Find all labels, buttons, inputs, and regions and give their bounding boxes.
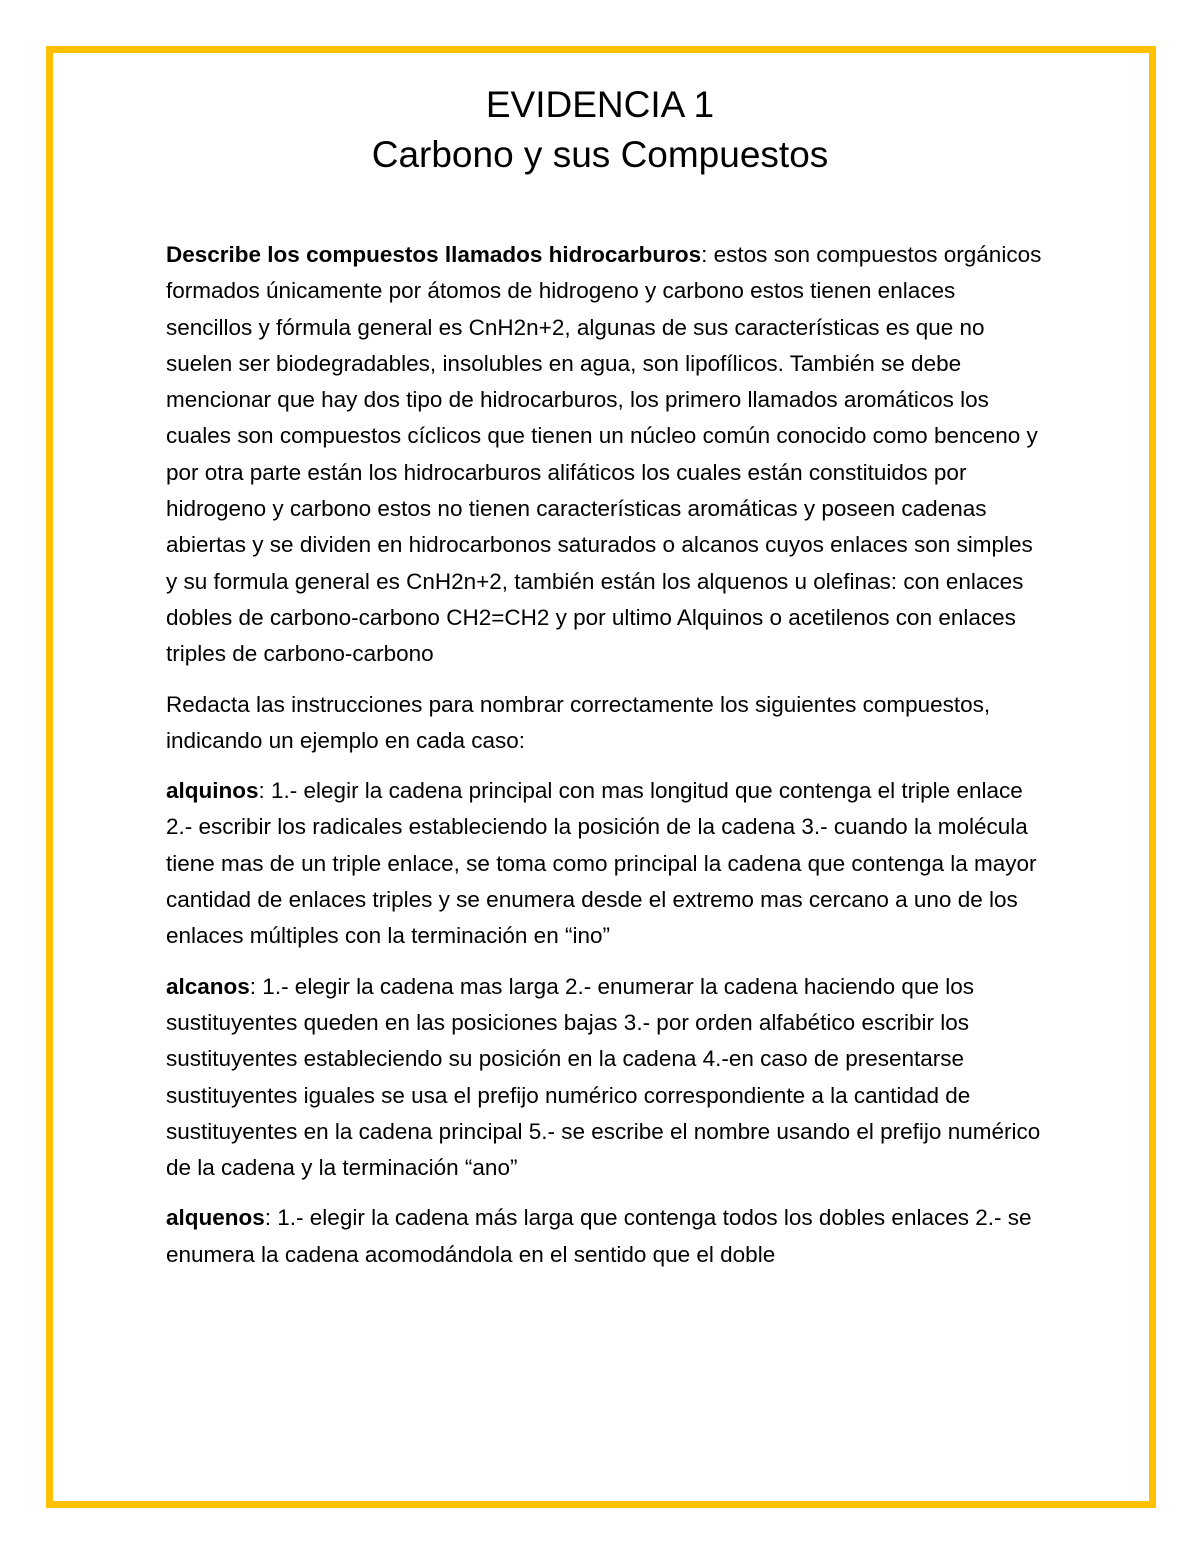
question-label-hidrocarburos: Describe los compuestos llamados hidrocarburos bbox=[166, 242, 702, 267]
label-alquenos: alquenos bbox=[166, 1205, 265, 1231]
answer-alquinos: : 1.- elegir la cadena principal con mas longitud que contenga el triple enlace 2.- escribir los radicales estableciendo la posición de la cadena 3.- cuando la molécula tiene mas de un triple enlace, se toma como principal la cadena que contenga la mayor cantidad de enlaces triples y se enumera desde el extremo mas cercano a uno de los enlaces múltiples con la terminación en “ino” bbox=[166, 778, 1037, 949]
paragraph-instrucciones bbox=[166, 687, 1046, 760]
answer-alquenos: : 1.- elegir la cadena más larga que contenga todos los dobles enlaces 2.- se enumera la cadena acomodándola en el sentido que el doble bbox=[166, 1205, 1032, 1267]
paragraph-alcanos bbox=[166, 969, 1046, 1187]
document-title: EVIDENCIA 1 bbox=[485, 84, 715, 125]
instructions-text: Redacta las instrucciones para nombrar correctamente los siguientes compuestos, indicando un ejemplo en cada caso: bbox=[166, 691, 991, 753]
document-body bbox=[166, 237, 1046, 1287]
paragraph-alquenos bbox=[166, 1200, 1046, 1273]
label-alquinos: alquinos bbox=[166, 778, 259, 804]
paragraph-alquinos bbox=[166, 773, 1046, 954]
label-alcanos: alcanos bbox=[166, 973, 250, 999]
answer-hidrocarburos: : estos son compuestos orgánicos formados únicamente por átomos de hidrogeno y carbono estos tienen enlaces sencillos y fórmula general es CnH2n+2, algunas de sus características es que no suelen ser biodegradables, insolubles en agua, son lipofílicos. También se debe mencionar que hay dos tipo de hidrocarburos, los primero llamados aromáticos los cuales son compuestos cíclicos que tienen un núcleo común conocido como benceno y por otra parte están los hidrocarburos alifáticos los cuales están constituidos por hidrogeno y carbono estos no tienen características aromáticas y poseen cadenas abiertas y se dividen en hidrocarbonos saturados o alcanos cuyos enlaces son simples y su formula general es CnH2n+2, también están los alquenos u olefinas: con enlaces dobles de carbono-carbono CH2=CH2 y por ultimo Alquinos o acetilenos con enlaces triples de carbono-carbono bbox=[166, 242, 1042, 667]
document-header bbox=[0, 80, 1200, 180]
answer-alcanos: : 1.- elegir la cadena mas larga 2.- enumerar la cadena haciendo que los sustituyentes queden en las posiciones bajas 3.- por orden alfabético escribir los sustituyentes estableciendo su posición en la cadena 4.-en caso de presentarse sustituyentes iguales se usa el prefijo numérico correspondiente a la cantidad de sustituyentes en la cadena principal 5.- se escribe el nombre usando el prefijo numérico de la cadena y la terminación “ano” bbox=[166, 973, 1041, 1181]
paragraph-hidrocarburos bbox=[166, 237, 1046, 673]
document-subtitle: Carbono y sus Compuestos bbox=[371, 134, 829, 175]
